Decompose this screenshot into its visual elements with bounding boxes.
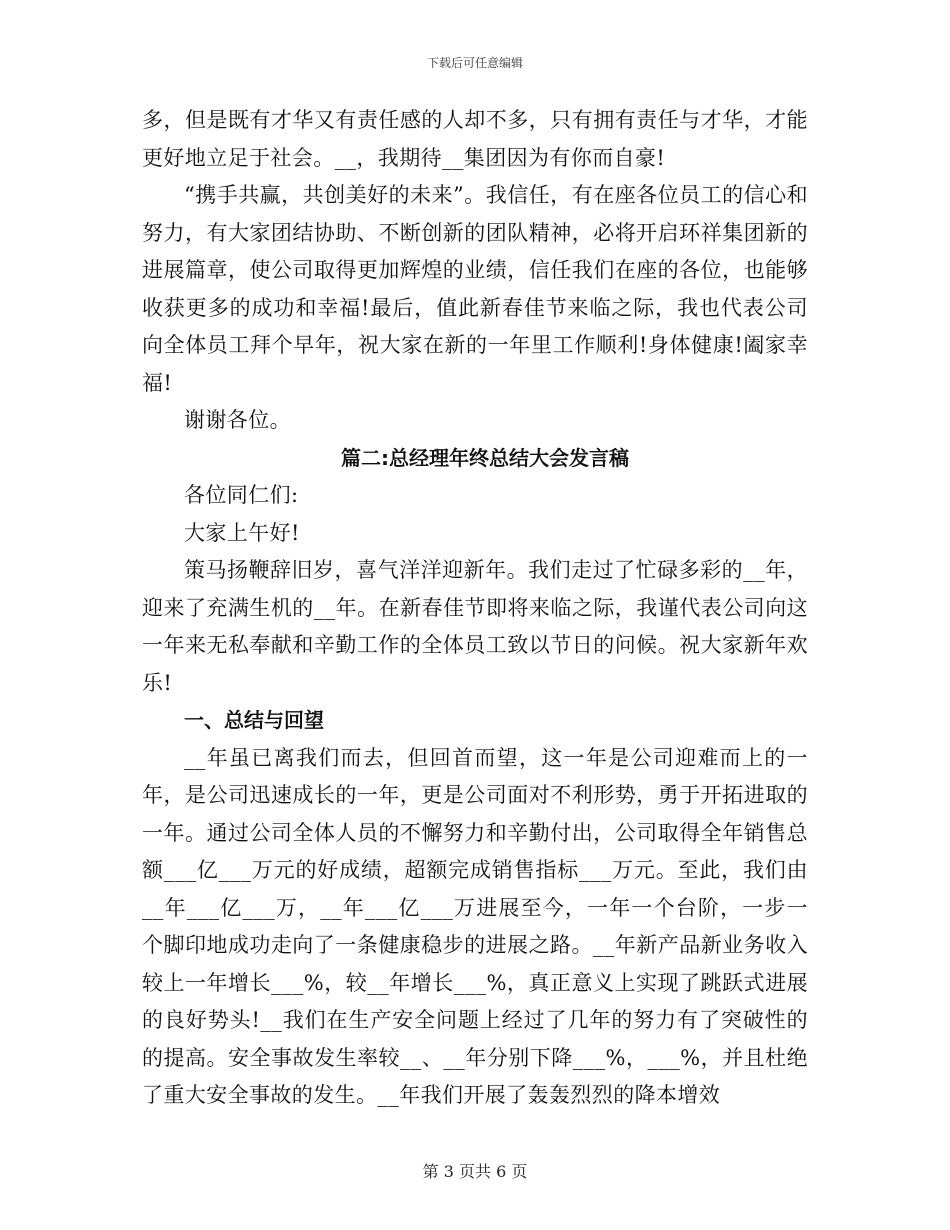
section-title: 篇二:总经理年终总结大会发言稿: [341, 445, 629, 470]
paragraph-new-year: 策马扬鞭辞旧岁，喜气洋洋迎新年。我们走过了忙碌多彩的__年，迎来了充满生机的__年。在新春佳节即将来临之际，我谨代表公司向这一年来无私奉献和辛勤工作的全体员工致以节日的问候。祝大家新年欢乐!: [142, 558, 808, 695]
paragraph-summary: __年虽已离我们而去，但回首而望，这一年是公司迎难而上的一年，是公司迅速成长的一年，更是公司面对不利形势，勇于开拓进取的一年。通过公司全体人员的不懈努力和辛勤付出，公司取得全年销售总额___亿___万元的好成绩，超额完成销售指标___万元。至此，我们由__年___亿___万，__年___亿___万进展至今，一年一个台阶，一步一个脚印地成功走向了一条健康稳步的进展之路。__年新产品新业务收入较上一年增长___%，较__年增长___%，真正意义上实现了跳跃式进展的良好势头!__我们在生产安全问题上经过了几年的努力有了突破性的的提高。安全事故发生率较__、__年分别下降___%，___%，并且杜绝了重大安全事故的发生。__年我们开展了轰轰烈烈的降本增效: [142, 745, 808, 1107]
page-header: 下载后可任意编辑: [426, 56, 523, 70]
page-number: 第 3 页共 6 页: [422, 1162, 528, 1181]
paragraph-greeting: 大家上午好!: [184, 520, 300, 545]
paragraph-thanks: 谢谢各位。: [184, 408, 291, 432]
document-body: [142, 102, 808, 1115]
paragraph-salutation: 各位同仁们:: [184, 483, 299, 507]
paragraph-continuation: 多，但是既有才华又有责任感的人却不多，只有拥有责任与才华，才能更好地立足于社会。__，我期待__集团因为有你而自豪!: [142, 108, 808, 170]
paragraph-closing-wishes: “携手共赢，共创美好的未来”。我信任，有在座各位员工的信心和努力，有大家团结协助、不断创新的团队精神，必将开启环祥集团新的进展篇章，使公司取得更加辉煌的业绩，信任我们在座的各位，也能够收获更多的成功和幸福!最后，值此新春佳节来临之际，我也代表公司向全体员工拜个早年，祝大家在新的一年里工作顺利!身体健康!阖家幸福!: [142, 183, 808, 395]
heading-summary-review: 一、总结与回望: [184, 708, 324, 732]
